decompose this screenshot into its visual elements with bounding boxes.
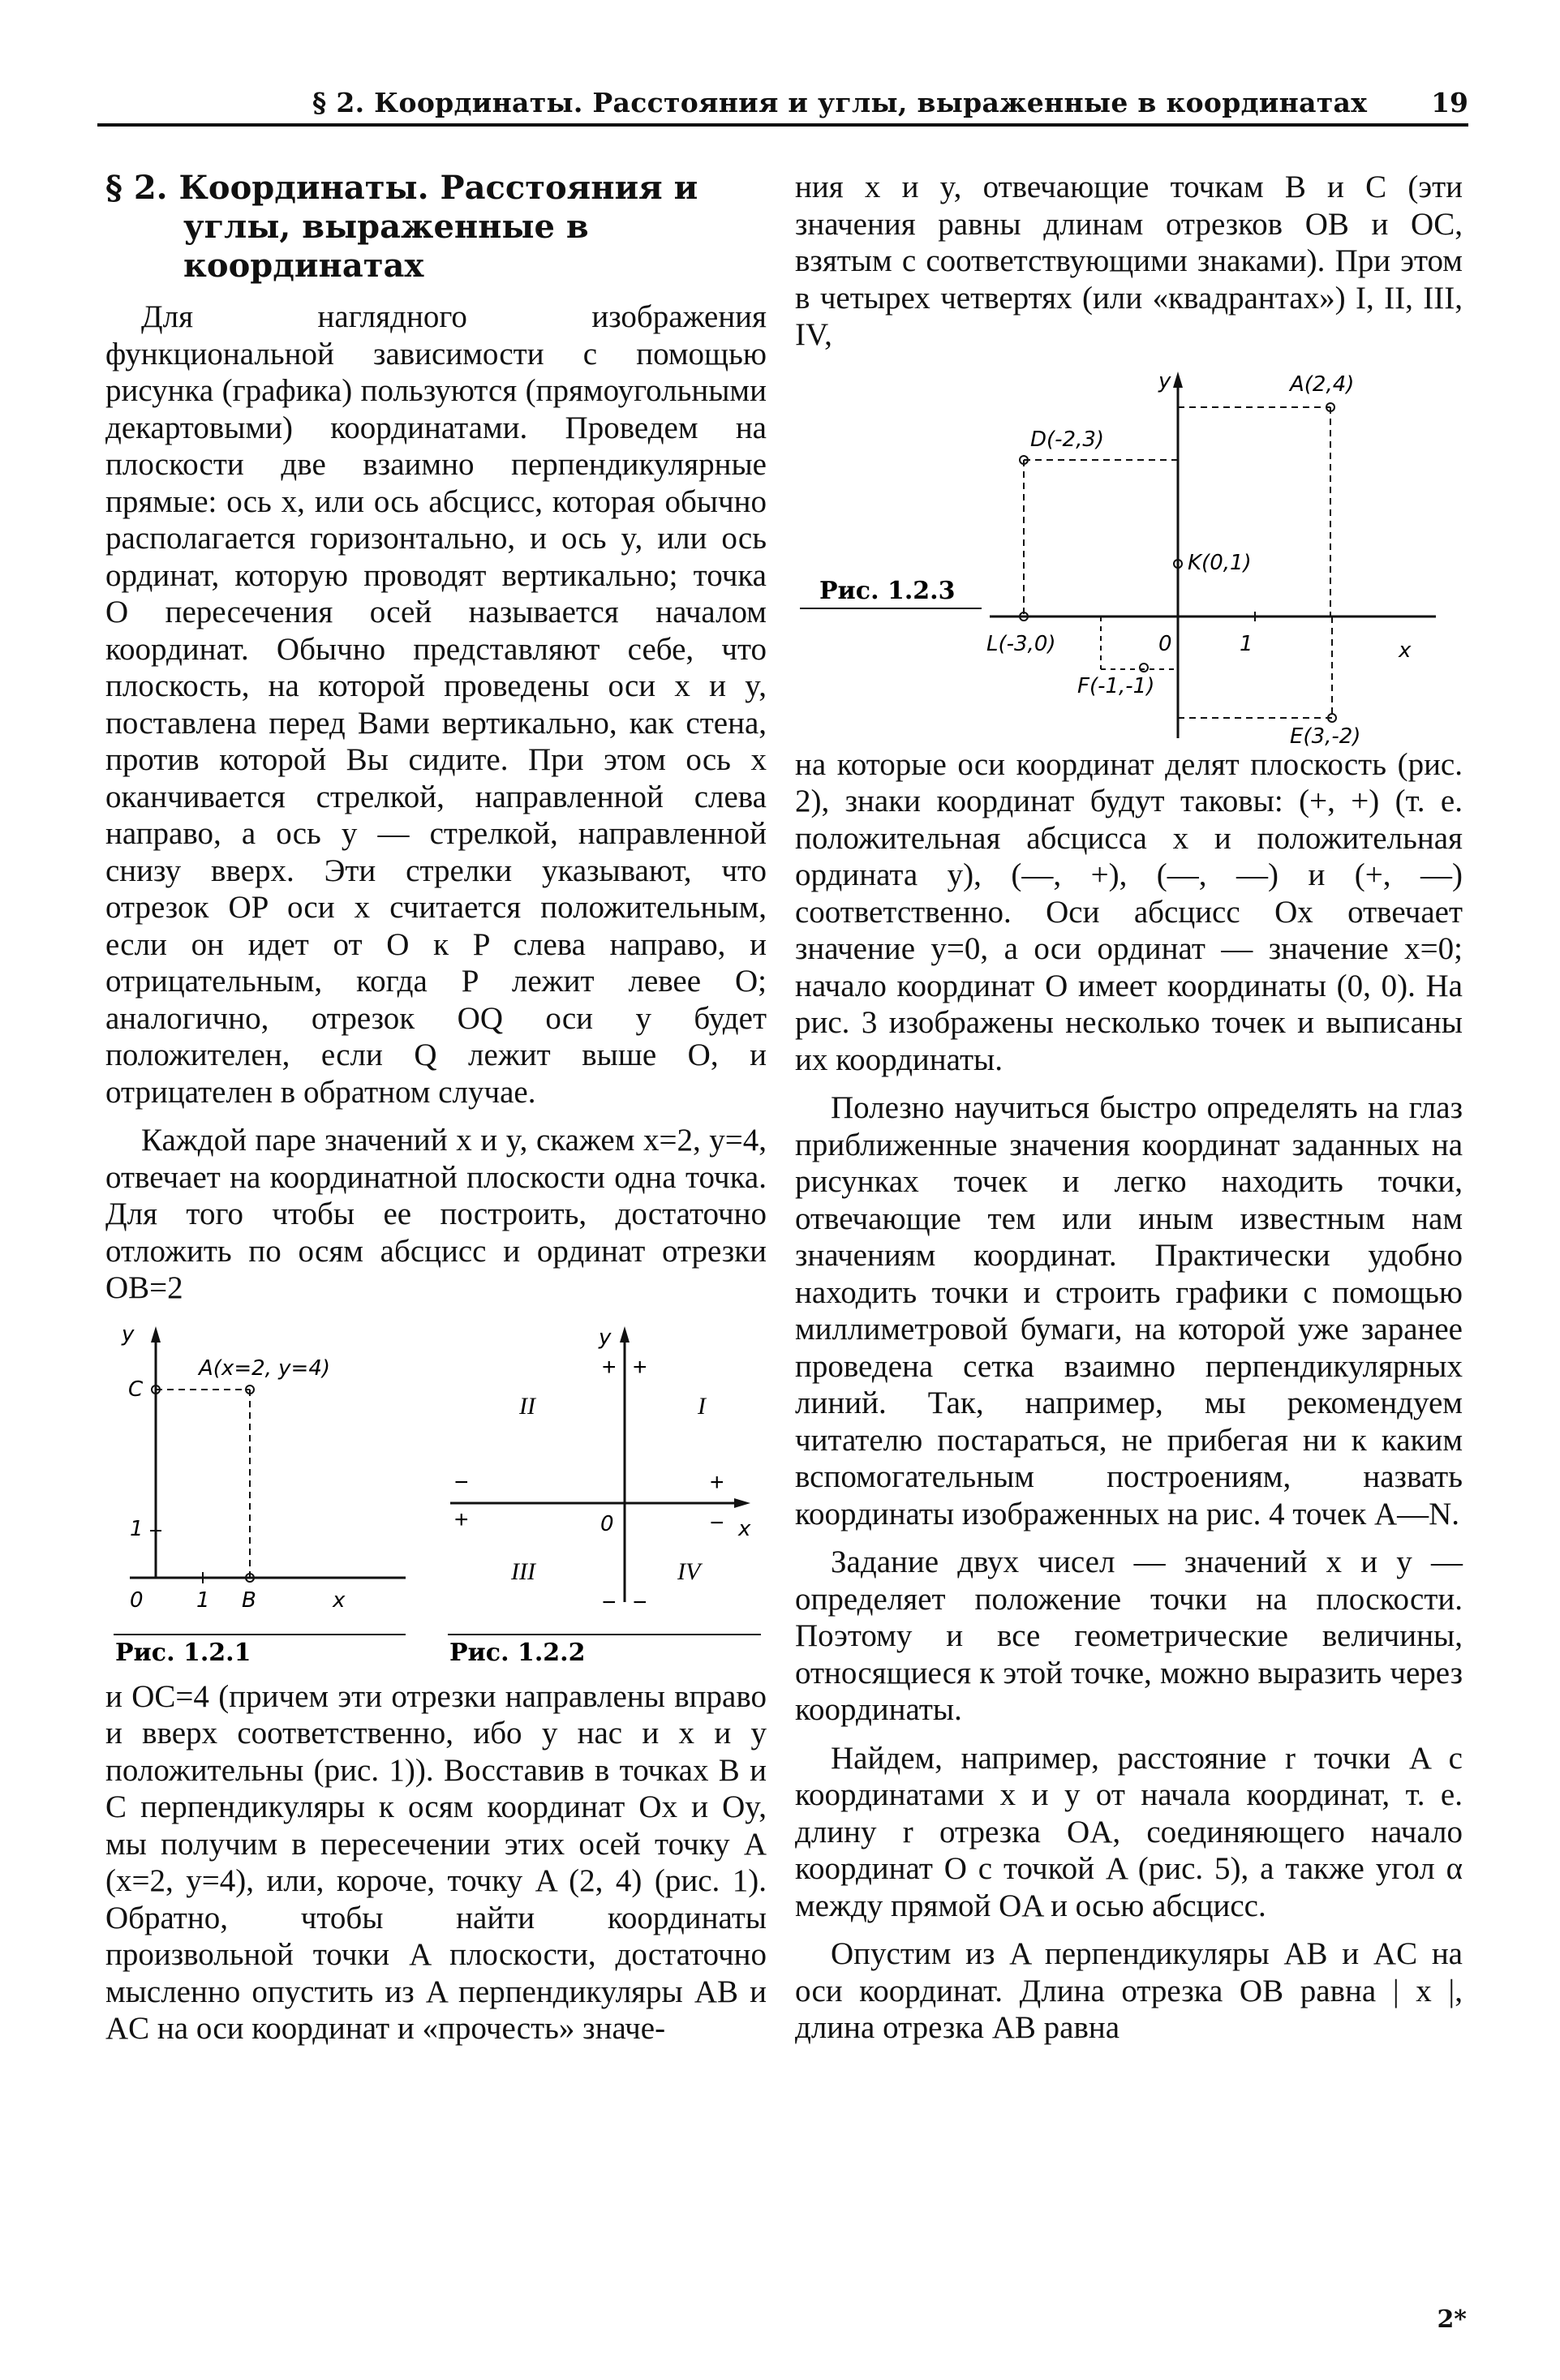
sign-plus: + <box>633 1353 647 1381</box>
paragraph: Опустим из A перпендикуляры AB и AC на оси координат. Длина отрезка OB равна | x |, длина отрезка AB равна <box>795 1936 1463 2045</box>
sign-plus: + <box>454 1506 469 1533</box>
left-column <box>105 169 767 2059</box>
figure-1-2-2 <box>430 1318 767 1667</box>
quadrant-4-label: IV <box>677 1557 701 1585</box>
running-header-title: § 2. Координаты. Расстояния и углы, выраженные в координатах <box>312 87 1368 118</box>
sign-plus: + <box>710 1468 724 1496</box>
y-axis-arrow <box>1173 372 1183 388</box>
paragraph: Каждой паре значений x и y, скажем x=2, y=4, отвечает на координатной плоскости одна точка. Для того чтобы ее построить, достаточно отложить по осям абсцисс и ординат отрезки OB=2 <box>105 1123 767 1305</box>
x-label: x <box>738 1516 751 1541</box>
x-label: x <box>1399 638 1412 663</box>
point-c-label: C <box>128 1377 144 1402</box>
point-e-label: E(3,-2) <box>1290 724 1361 746</box>
figure-caption: Рис. 1.2.3 <box>819 576 956 605</box>
section-title: § 2. Координаты. Расстояния и углы, выраженные в координатах <box>105 169 698 285</box>
point-d-label: D(-2,3) <box>1030 427 1105 452</box>
running-header <box>97 81 1468 127</box>
quadrant-1-label: I <box>698 1392 706 1420</box>
point-b-label: B <box>242 1587 256 1613</box>
right-column <box>795 169 1463 2058</box>
paragraph: Задание двух чисел — значений x и y — определяет положение точки на плоскости. Поэтому и все геометрические величины, относящиеся к этой точке, можно выразить через координаты. <box>795 1544 1463 1727</box>
tick-y-label: 1 <box>130 1516 144 1541</box>
x-axis-arrow <box>734 1498 750 1508</box>
sign-plus: + <box>602 1353 617 1381</box>
paragraph: Для наглядного изображения функциональной зависимости с помощью рисунка (графика) пользуются (прямоугольными декартовыми) координатами. Проведем на плоскости две взаимно перпендикулярные прямые: ось x, или ось абсцисс, которая обычно располагается горизонтально, и ось y, или ось ординат, которую проводят вертикально; точка O пересечения осей называется началом координат. Обычно представляют себе, что плоскость, на которой проведены оси x и y, поставлена перед Вами вертикально, как стена, против которой Вы сидите. При этом ось x оканчивается стрелкой, направленной слева направо, а ось y — стрелкой, направленной снизу вверх. Эти стрелки указывают, что отрезок OP оси x считается положительным, если он идет от O к P слева направо, и отрицательным, когда P лежит левее O; аналогично, отрезок OQ оси y будет положителен, если Q лежит выше O, и отрицателен в обратном случае. <box>105 299 767 1110</box>
y-axis-arrow <box>151 1326 161 1343</box>
quadrant-2-label: II <box>519 1392 535 1420</box>
tick-x-label: 1 <box>196 1587 210 1613</box>
origin-label: 0 <box>600 1511 614 1536</box>
paragraph: Полезно научиться быстро определять на глаз приближенные значения координат заданных на рисунках точек и легко находить точки, отвечающие тем или иным известным нам значениям координат. Практически удобно находить точки и строить графики с помощью миллиметровой бумаги, на которой уже заранее проведена сетка взаимно перпендикулярных линий. Так, например, мы рекомендуем читателю постараться, не прибегая ни к каким вспомогательным построениям, назвать координаты изображенных на рис. 4 точек A—N. <box>795 1090 1463 1532</box>
point-l-label: L(-3,0) <box>986 631 1056 656</box>
y-label: y <box>1158 368 1171 393</box>
point-f-label: F(-1,-1) <box>1077 673 1155 698</box>
sign-minus: − <box>710 1509 724 1536</box>
sign-minus: − <box>454 1468 469 1496</box>
figure-1-2-1 <box>105 1318 430 1667</box>
paragraph: ния x и y, отвечающие точкам B и C (эти значения равны длинам отрезков OB и OC, взятым с соответствующими знаками). При этом в четырех четвертях (или «квадрантах») I, II, III, IV, <box>795 170 1463 352</box>
origin-label: 0 <box>1158 631 1172 656</box>
y-label: y <box>122 1321 135 1347</box>
point-a-label: A(2,4) <box>1290 372 1355 397</box>
sign-minus: − <box>602 1588 617 1616</box>
y-label: y <box>599 1325 612 1350</box>
point-f <box>1140 664 1148 672</box>
point-a-label: A(x=2, y=4) <box>199 1355 331 1381</box>
y-axis-arrow <box>620 1326 630 1343</box>
sign-minus: − <box>633 1588 647 1616</box>
paragraph: Найдем, например, расстояние r точки A с координатами x и y от начала координат, т. е. длину r отрезка OA, соединяющего начало координат O с точкой A (рис. 5), а также угол α между прямой OA и осью абсцисс. <box>795 1740 1463 1923</box>
figure-1-2-3 <box>795 365 1463 746</box>
point-k-label: K(0,1) <box>1188 550 1252 575</box>
paragraph: на которые оси координат делят плоскость (рис. 2), знаки координат будут таковы: (+, +) (т. е. положительная абсцисса x и положительная ордината y), (—, +), (—, —) и (+, —) соответственно. Оси абсцисс Ox отвечает значение y=0, а оси ординат — значение x=0; начало координат O имеет координаты (0, 0). На рис. 3 изображены несколько точек и выписаны их координаты. <box>795 746 1463 1077</box>
origin-label: 0 <box>130 1587 144 1613</box>
x-label: x <box>333 1587 346 1613</box>
signature-mark: 2* <box>1437 2305 1467 2334</box>
quadrant-3-label: III <box>511 1557 535 1585</box>
paragraph: и OC=4 (причем эти отрезки направлены вправо и вверх соответственно, ибо у нас и x и y положительны (рис. 1)). Восставив в точках B и C перпендикуляры к осям координат Ox и Oy, мы получим в пересечении этих осей точку A (x=2, y=4), или, короче, точку A (2, 4) (рис. 1). Обратно, чтобы найти координаты произвольной точки A плоскости, достаточно мысленно опустить из A перпендикуляры AB и AC на оси координат и «прочесть» значе- <box>105 1678 767 2046</box>
figure-caption: Рис. 1.2.2 <box>449 1638 586 1667</box>
figure-row <box>105 1318 767 1667</box>
tick-label: 1 <box>1240 631 1253 656</box>
page-number: 19 <box>1431 87 1468 118</box>
figure-caption: Рис. 1.2.1 <box>115 1638 251 1667</box>
